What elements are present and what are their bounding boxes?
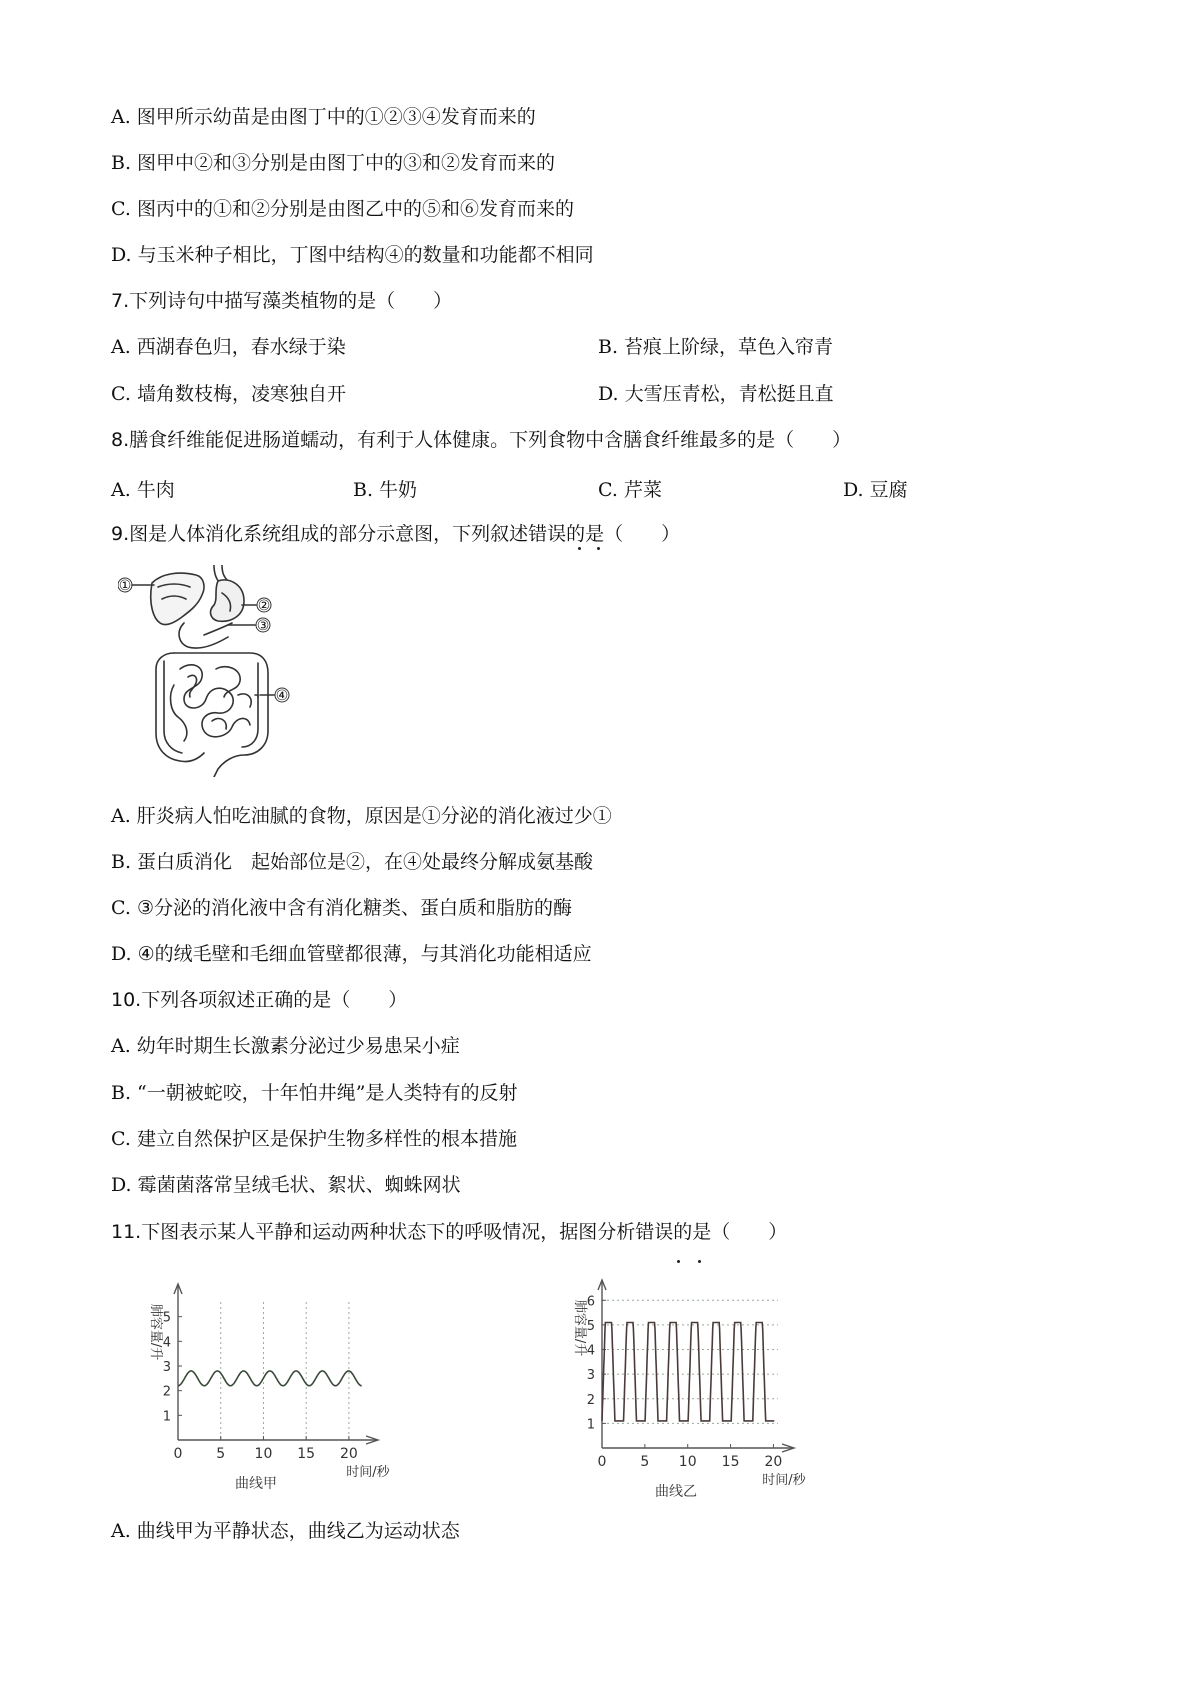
q7-option-c: C. 墙角数枝梅，凌寒独自开 <box>111 383 346 405</box>
q10-stem: 10.下列各项叙述正确的是（ ） <box>111 989 408 1011</box>
x-tick-label: 5 <box>216 1446 226 1462</box>
q9-stem: 9.图是人体消化系统组成的部分示意图，下列叙述错误的是（ ） <box>111 523 681 545</box>
q10-option-c: C. 建立自然保护区是保护生物多样性的根本措施 <box>111 1128 517 1150</box>
q7-option-a: A. 西湖春色归，春水绿于染 <box>111 336 346 358</box>
emphasis-dot <box>578 547 581 550</box>
y-tick-label: 5 <box>162 1310 171 1326</box>
x-axis-label: 时间/秒 <box>346 1465 390 1480</box>
label-2: ② <box>257 598 271 614</box>
q9-option-b: B. 蛋白质消化 起始部位是②，在④处最终分解成氨基酸 <box>111 851 594 873</box>
breathing-chart-exercise <box>560 1268 850 1498</box>
y-tick-label: 5 <box>586 1318 595 1334</box>
x-tick-label: 10 <box>254 1446 273 1462</box>
y-tick-label: 1 <box>586 1417 595 1433</box>
breathing-chart-calm <box>140 1268 430 1490</box>
q9-option-c: C. ③分泌的消化液中含有消化糖类、蛋白质和脂肪的酶 <box>111 897 572 919</box>
y-tick-label: 4 <box>586 1343 595 1359</box>
label-4: ④ <box>275 688 289 704</box>
y-tick-label: 6 <box>586 1294 595 1310</box>
emphasis-dot <box>597 547 600 550</box>
y-axis-label: 肺容量/升 <box>572 1299 587 1357</box>
q8-option-a: A. 牛肉 <box>111 479 175 501</box>
q7-option-d: D. 大雪压青松，青松挺且直 <box>598 383 834 405</box>
y-tick-label: 1 <box>162 1409 171 1425</box>
lung-volume-curve <box>602 1323 774 1421</box>
y-tick-label: 2 <box>586 1392 595 1408</box>
x-tick-label: 20 <box>764 1454 783 1470</box>
q11-stem: 11.下图表示某人平静和运动两种状态下的呼吸情况，据图分析错误的是（ ） <box>111 1221 788 1243</box>
q6-option-c: C. 图丙中的①和②分别是由图乙中的⑤和⑥发育而来的 <box>111 198 574 220</box>
x-tick-label: 0 <box>597 1454 607 1470</box>
lung-volume-curve <box>178 1371 362 1386</box>
x-tick-label: 15 <box>297 1446 316 1462</box>
q8-stem: 8.膳食纤维能促进肠道蠕动，有利于人体健康。下列食物中含膳食纤维最多的是（ ） <box>111 429 852 451</box>
chart-title: 曲线乙 <box>655 1484 697 1498</box>
q10-option-a: A. 幼年时期生长激素分泌过少易患呆小症 <box>111 1035 460 1057</box>
q8-option-b: B. 牛奶 <box>353 479 418 501</box>
q10-option-d: D. 霉菌菌落常呈绒毛状、絮状、蜘蛛网状 <box>111 1174 461 1196</box>
q7-stem: 7.下列诗句中描写藻类植物的是（ ） <box>111 290 453 312</box>
x-tick-label: 10 <box>678 1454 697 1470</box>
y-tick-label: 3 <box>586 1368 595 1384</box>
q9-option-a: A. 肝炎病人怕吃油腻的食物，原因是①分泌的消化液过少① <box>111 805 612 827</box>
emphasis-dot <box>698 1260 701 1263</box>
label-1: ① <box>118 578 132 594</box>
q6-option-b: B. 图甲中②和③分别是由图丁中的③和②发育而来的 <box>111 152 556 174</box>
q10-option-b: B. “一朝被蛇咬，十年怕井绳”是人类特有的反射 <box>111 1082 518 1104</box>
q9-option-d: D. ④的绒毛壁和毛细血管壁都很薄，与其消化功能相适应 <box>111 943 592 965</box>
q11-option-a: A. 曲线甲为平静状态，曲线乙为运动状态 <box>111 1520 460 1542</box>
label-3: ③ <box>256 618 270 634</box>
x-tick-label: 5 <box>640 1454 650 1470</box>
digestive-system-figure <box>118 565 308 777</box>
y-tick-label: 3 <box>162 1360 171 1375</box>
x-tick-label: 0 <box>173 1446 183 1462</box>
q8-option-d: D. 豆腐 <box>843 479 908 501</box>
q8-option-c: C. 芹菜 <box>598 479 662 501</box>
emphasis-dot <box>677 1260 680 1263</box>
y-tick-label: 2 <box>162 1384 171 1400</box>
q7-option-b: B. 苔痕上阶绿，草色入帘青 <box>598 336 834 358</box>
x-tick-label: 20 <box>339 1446 358 1462</box>
y-axis-label: 肺容量/升 <box>148 1303 163 1361</box>
q6-option-d: D. 与玉米种子相比，丁图中结构④的数量和功能都不相同 <box>111 244 594 266</box>
chart-title: 曲线甲 <box>235 1476 277 1490</box>
x-axis-label: 时间/秒 <box>762 1473 806 1488</box>
x-tick-label: 15 <box>721 1454 740 1470</box>
y-tick-label: 4 <box>162 1335 171 1351</box>
q6-option-a: A. 图甲所示幼苗是由图丁中的①②③④发育而来的 <box>111 106 536 128</box>
